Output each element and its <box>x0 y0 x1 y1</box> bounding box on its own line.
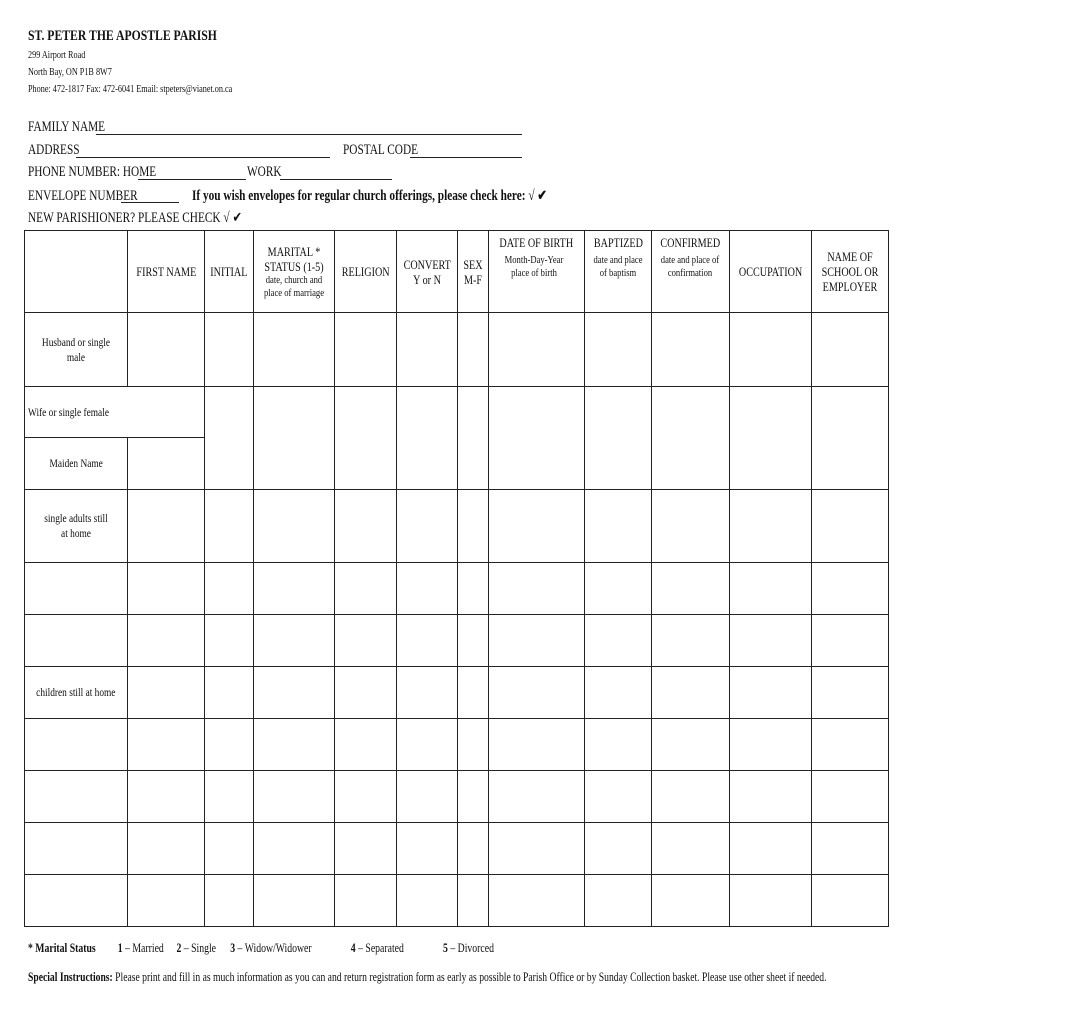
table-row <box>25 823 889 875</box>
new-parishioner-check[interactable]: NEW PARISHIONER? PLEASE CHECK √ ✔ <box>28 210 242 226</box>
table-row <box>25 719 889 771</box>
envelope-number-field[interactable] <box>121 202 179 203</box>
header-baptized: BAPTIZED date and place of baptism <box>584 231 651 313</box>
special-instructions <box>28 970 1065 985</box>
special-instructions-label: Special Instructions: <box>28 970 113 984</box>
row-label-maiden-name: Maiden Name <box>25 438 128 490</box>
table-row <box>25 615 889 667</box>
parish-address-line2: North Bay, ON P1B 8W7 <box>28 67 112 78</box>
header-school-employer: NAME OF SCHOOL OR EMPLOYER <box>811 231 888 313</box>
header-occupation: OCCUPATION <box>729 231 811 313</box>
phone-work-label: WORK <box>247 164 282 180</box>
header-confirmed: CONFIRMED date and place of confirmation <box>651 231 729 313</box>
family-name-field[interactable] <box>96 134 522 135</box>
table-row <box>25 771 889 823</box>
legend-divorced: – Divorced <box>447 941 494 955</box>
header-religion: RELIGION <box>335 231 397 313</box>
header-initial: INITIAL <box>205 231 254 313</box>
parish-contact: Phone: 472-1817 Fax: 472-6041 Email: stpeters@vianet.on.ca <box>28 84 233 95</box>
row-label-single-adults: single adults still at home <box>25 490 128 563</box>
legend-widow: – Widow/Widower <box>235 941 312 955</box>
address-label: ADDRESS <box>28 142 80 158</box>
header-first-name: FIRST NAME <box>127 231 205 313</box>
envelope-number-label: ENVELOPE NUMBER <box>28 188 138 204</box>
address-field[interactable] <box>76 157 330 158</box>
legend-married: – Married <box>122 941 164 955</box>
table-row <box>25 875 889 927</box>
special-instructions-text: Please print and fill in as much information as you can and return registration form as early as possible to Parish Office or by Sunday Collection basket. Please use other sheet if needed. <box>112 970 827 984</box>
legend-separated: – Separated <box>355 941 404 955</box>
header-convert: CONVERT Y or N <box>397 231 458 313</box>
table-row <box>25 313 889 387</box>
header-blank <box>25 231 128 313</box>
envelope-check-note[interactable]: If you wish envelopes for regular church offerings, please check here: √ ✔ <box>192 188 547 204</box>
header-sex: SEX M-F <box>458 231 489 313</box>
table-header-row <box>25 231 889 313</box>
table-row <box>25 490 889 563</box>
row-label-wife: Wife or single female <box>25 387 205 438</box>
parish-name: ST. PETER THE APOSTLE PARISH <box>28 28 217 44</box>
phone-work-field[interactable] <box>280 179 392 180</box>
header-date-of-birth: DATE OF BIRTH Month-Day-Year place of birth <box>489 231 585 313</box>
registration-table <box>24 230 889 927</box>
parish-address-line1: 299 Airport Road <box>28 50 86 61</box>
postal-code-field[interactable] <box>410 157 522 158</box>
table-row <box>25 563 889 615</box>
marital-status-legend: * Marital Status 1 – Married 2 – Single 3 – Widow/Widower 4 – Separated 5 – Divorced <box>28 941 494 955</box>
row-label-husband: Husband or single male <box>25 313 128 387</box>
table-row <box>25 387 889 438</box>
legend-single: – Single <box>181 941 217 955</box>
marital-status-label: * Marital Status <box>28 941 96 955</box>
phone-home-field[interactable] <box>138 179 246 180</box>
row-label-children: children still at home <box>25 667 128 719</box>
table-row <box>25 667 889 719</box>
family-name-label: FAMILY NAME <box>28 119 106 135</box>
header-marital-status: MARITAL * STATUS (1-5) date, church and place of marriage <box>254 231 335 313</box>
postal-code-label: POSTAL CODE <box>343 142 419 158</box>
phone-home-label: PHONE NUMBER: HOME <box>28 164 157 180</box>
